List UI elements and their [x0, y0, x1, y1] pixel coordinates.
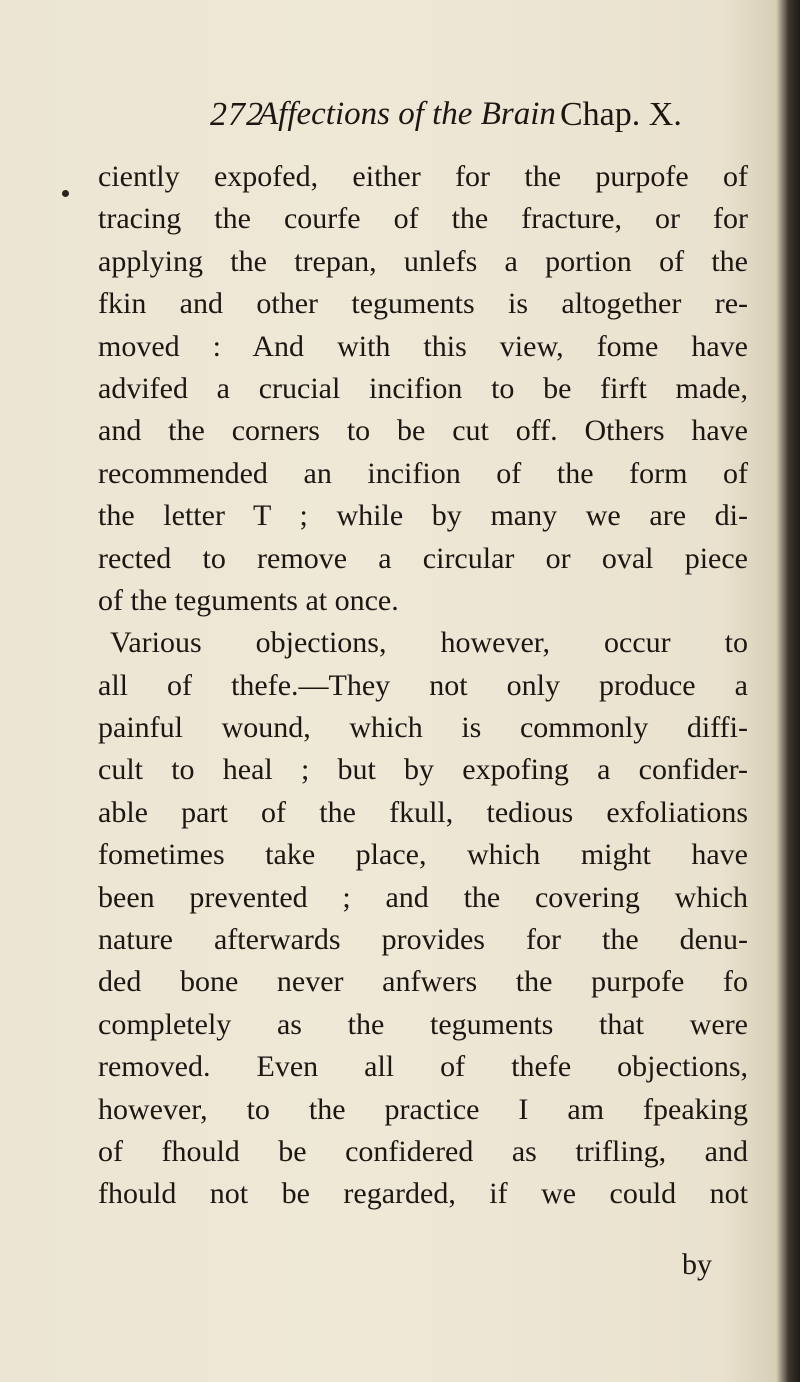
- text-line: and the corners to be cut off. Others have: [98, 414, 748, 448]
- text-line: nature afterwards provides for the denu-: [98, 923, 748, 957]
- text-line: advifed a crucial incifion to be firft made,: [98, 371, 748, 405]
- text-line: of fhould be confidered as trifling, and: [98, 1134, 748, 1168]
- margin-mark: [62, 190, 69, 197]
- text-line: however, to the practice I am fpeaking: [98, 1092, 748, 1126]
- text-line: all of thefe.—They not only produce a: [98, 668, 748, 702]
- text-line: fkin and other teguments is altogether re-: [98, 287, 748, 321]
- text-line: able part of the fkull, tedious exfoliations: [98, 795, 748, 829]
- text-line: completely as the teguments that were: [98, 1007, 748, 1041]
- text-line: the letter T ; while by many we are di-: [98, 499, 748, 533]
- text-line: moved : And with this view, fome have: [98, 329, 748, 363]
- text-line: recommended an incifion of the form of: [98, 456, 748, 490]
- chapter-label: Chap. X.: [560, 96, 682, 133]
- text-line: Various objections, however, occur to: [110, 626, 748, 660]
- text-line: rected to remove a circular or oval piece: [98, 541, 748, 575]
- text-line: removed. Even all of thefe objections,: [98, 1050, 748, 1084]
- text-line: been prevented ; and the covering which: [98, 880, 748, 914]
- text-line: fometimes take place, which might have: [98, 838, 748, 872]
- running-title: Affections of the Brain: [258, 96, 556, 132]
- page-number: 272: [210, 96, 264, 133]
- text-line: of the teguments at once.: [98, 583, 399, 617]
- text-line: fhould not be regarded, if we could not: [98, 1177, 748, 1211]
- running-header: [0, 96, 780, 140]
- text-line: applying the trepan, unlefs a portion of the: [98, 244, 748, 278]
- catchword: by: [682, 1248, 712, 1281]
- text-line: ciently expofed, either for the purpofe of: [98, 160, 748, 193]
- text-line: painful wound, which is commonly diffi-: [98, 711, 748, 745]
- body-text: [98, 156, 748, 1216]
- text-line: tracing the courfe of the fracture, or for: [98, 202, 748, 236]
- text-line: cult to heal ; but by expofing a confider-: [98, 753, 748, 787]
- text-line: ded bone never anfwers the purpofe fo: [98, 965, 748, 999]
